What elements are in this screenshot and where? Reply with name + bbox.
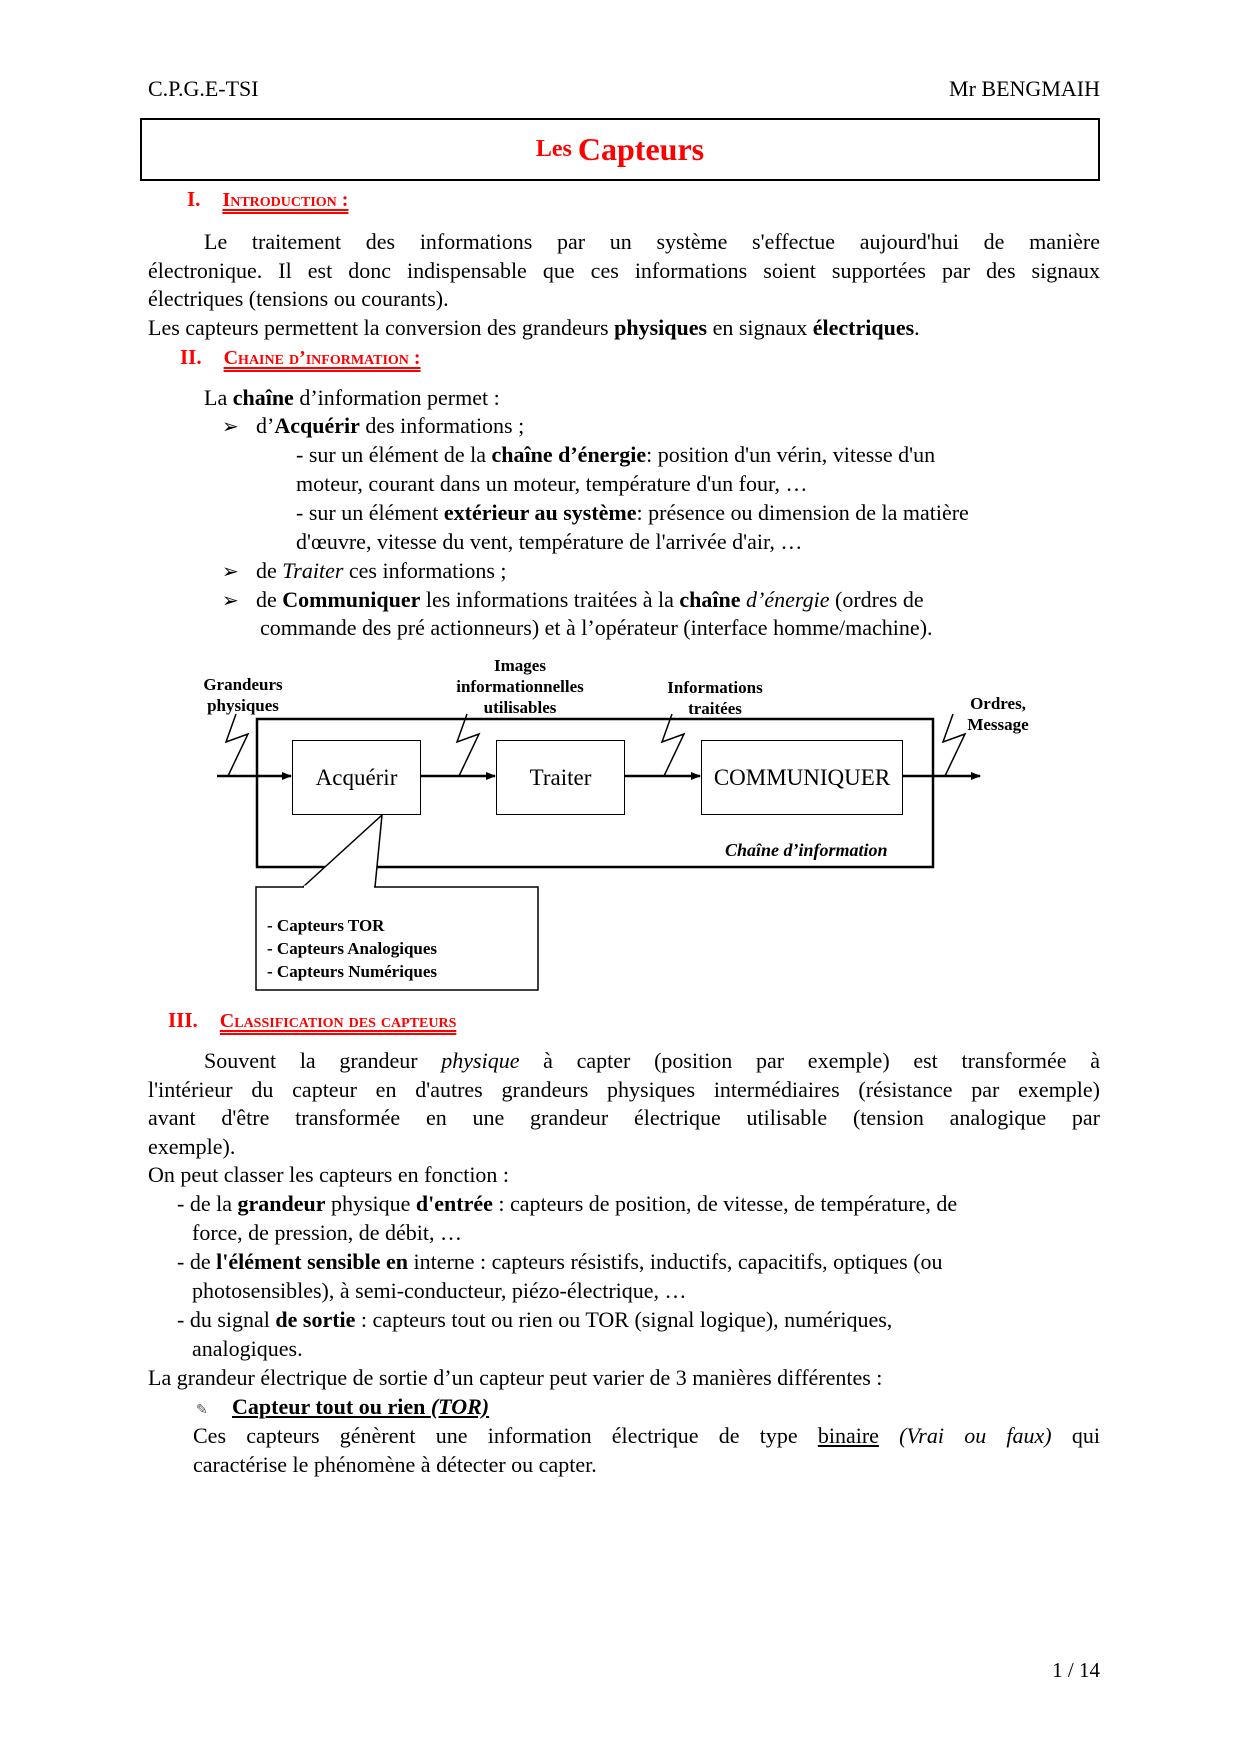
classification-paragraph [148, 1047, 1100, 1190]
section-number: I. [187, 187, 201, 211]
criterion-input-cont: force, de pression, de débit, … [192, 1220, 463, 1245]
chain-intro: La chaîne d’information permet : [204, 385, 500, 410]
acquire-sub2-cont: d'œuvre, vitesse du vent, température de l'arrivée d'air, … [296, 529, 803, 554]
acquire-sub1: - sur un élément de la chaîne d’énergie: position d'un vérin, vitesse d'un [296, 442, 936, 467]
frame-label: Chaîne d’information [725, 840, 888, 860]
arrow-bullet-icon: ➢ [222, 588, 239, 612]
callout-item: - Capteurs Analogiques [267, 939, 438, 958]
callout-item: - Capteurs TOR [267, 916, 385, 935]
class-line: l'intérieur du capteur en d'autres grandeurs physiques intermédiaires (résistance par exemple) [148, 1076, 1100, 1102]
header-course: C.P.G.E-TSI [148, 76, 259, 101]
page-number: 1 / 14 [1052, 1658, 1100, 1682]
title-prefix: Les [535, 136, 572, 162]
sensor-types-callout [267, 914, 437, 983]
arrow-bullet-icon: ➢ [222, 414, 239, 438]
intro-line: électriques (tensions ou courants). [148, 286, 449, 311]
criterion-output: - du signal de sortie : capteurs tout ou rien ou TOR (signal logique), numériques, [177, 1307, 893, 1332]
acquire-sub1-cont: moteur, courant dans un moteur, température d'un four, … [296, 471, 808, 496]
communicate-cont: commande des pré actionneurs) et à l’opérateur (interface homme/machine). [260, 615, 933, 640]
bullet-acquire: ➢ d’Acquérir des informations ; [222, 412, 524, 441]
section-label: Chaine d’information : [223, 347, 421, 369]
title-main: Capteurs [577, 131, 705, 167]
criterion-element: - de l'élément sensible en interne : capteurs résistifs, inductifs, capacitifs, optiques (ou [177, 1249, 943, 1274]
block-communicate: COMMUNIQUER [701, 740, 903, 815]
header-author: Mr BENGMAIH [949, 76, 1100, 101]
class-line: On peut classer les capteurs en fonction : [148, 1162, 510, 1187]
label-orders-message: Ordres, Message [967, 694, 1029, 734]
callout-item: - Capteurs Numériques [267, 962, 437, 981]
intro-line: Le traitement des informations par un système s'effectue aujourd'hui de manière [204, 229, 1100, 254]
acquire-sub2: - sur un élément extérieur au système: présence ou dimension de la matière [296, 500, 969, 525]
arrow-bullet-icon: ➢ [222, 559, 239, 583]
section-3-heading [168, 1008, 456, 1033]
section-number: II. [180, 345, 202, 369]
label-processed-info: Informations traitées [667, 678, 763, 718]
class-line: exemple). [148, 1133, 236, 1159]
tor-line: caractérise le phénomène à détecter ou capter. [193, 1451, 597, 1477]
bullet-communicate: ➢ de Communiquer les informations traitées à la chaîne d’énergie (ordres de [222, 586, 924, 615]
criterion-element-cont: photosensibles), à semi-conducteur, piézo-électrique, … [192, 1278, 687, 1303]
class-line: Souvent la grandeur physique à capter (position par exemple) est transformée à [204, 1048, 1101, 1073]
intro-line: électronique. Il est donc indispensable que ces informations soient supportées par des signaux [148, 257, 1100, 283]
pointing-hand-icon: ✎ [196, 1402, 208, 1418]
section-number: III. [168, 1008, 198, 1032]
block-acquire: Acquérir [292, 740, 421, 815]
section-label: Introduction : [222, 189, 349, 211]
block-process: Traiter [496, 740, 625, 815]
tor-line: Ces capteurs génèrent une information électrique de type binaire (Vrai ou faux) qui [193, 1423, 1100, 1448]
criterion-input: - de la grandeur physique d'entrée : capteurs de position, de vitesse, de température, de [177, 1191, 958, 1216]
class-line: avant d'être transformée en une grandeur électrique utilisable (tension analogique par [148, 1105, 1100, 1130]
subsection-tor-heading: ✎ Capteur tout ou rien (TOR) [196, 1393, 489, 1425]
intro-line: Les capteurs permettent la conversion des grandeurs physiques en signaux électriques. [148, 314, 920, 340]
bullet-process: ➢ de Traiter ces informations ; [222, 557, 507, 586]
label-usable-images: Images informationnelles utilisables [456, 656, 584, 717]
vary-intro: La grandeur électrique de sortie d’un capteur peut varier de 3 manières différentes : [148, 1365, 883, 1390]
label-physical-quantities: Grandeurs physiques [203, 675, 283, 715]
section-label: Classification des capteurs [219, 1010, 457, 1032]
criterion-output-cont: analogiques. [192, 1336, 303, 1361]
tor-paragraph [193, 1422, 1100, 1479]
